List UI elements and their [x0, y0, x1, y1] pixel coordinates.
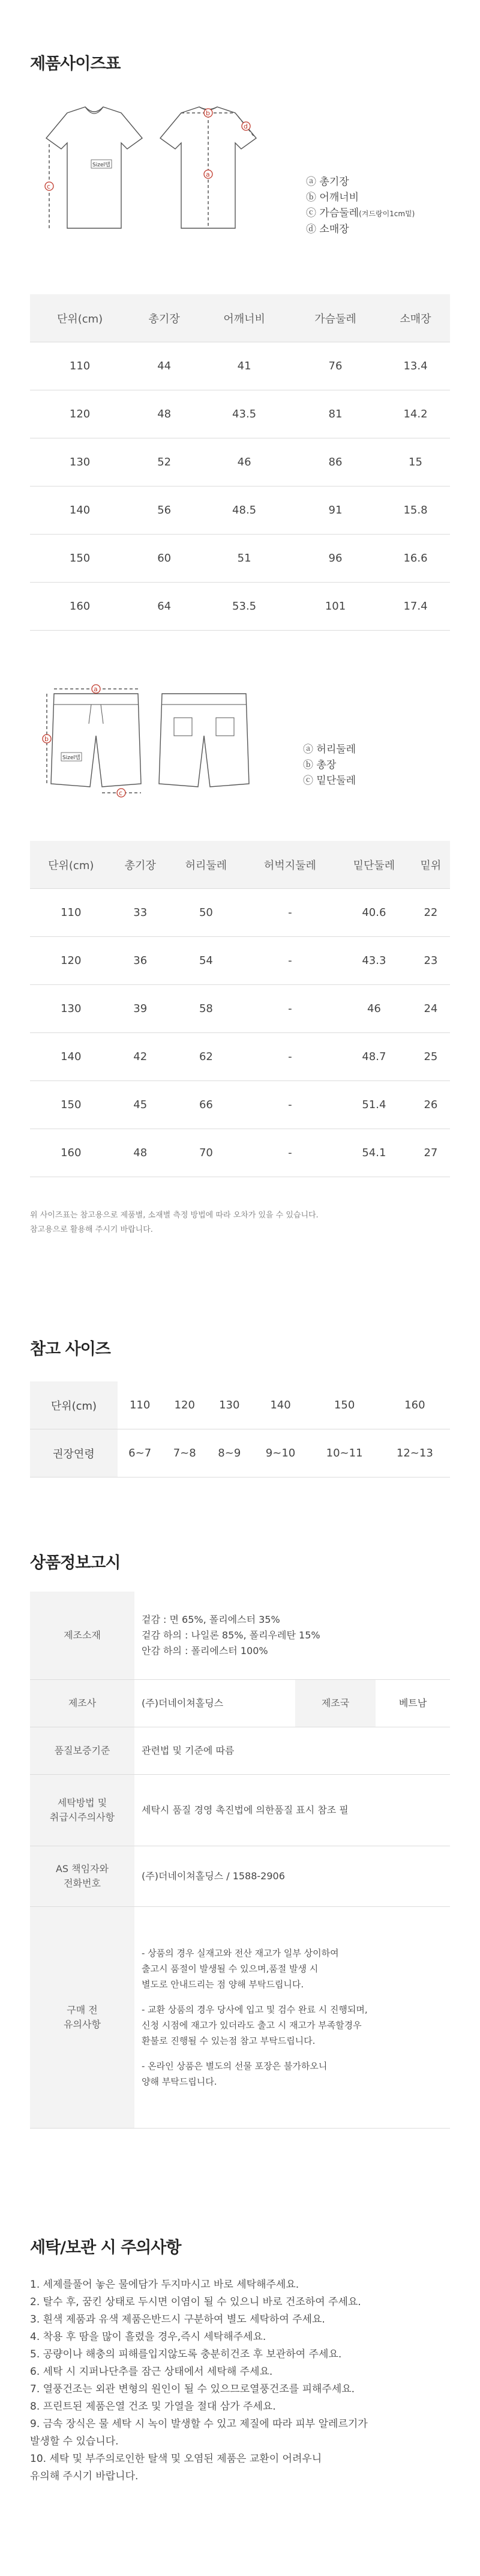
- info-value: (주)더네이쳐홀딩스 / 1588-2906: [134, 1846, 450, 1907]
- col-header: 소매장: [381, 294, 450, 342]
- col-header: 허리둘레: [169, 841, 244, 889]
- table-row: 160 48 70 - 54.1 27: [30, 1129, 450, 1177]
- info-value: (주)더네이쳐홀딩스: [134, 1680, 295, 1727]
- col-header: 160: [380, 1381, 450, 1429]
- info-label: AS 책임자와 전화번호: [30, 1846, 134, 1907]
- info-row-caution: [30, 1907, 450, 2129]
- list-item: 2. 탈수 후, 꿈킨 상태로 두시면 이염이 될 수 있으니 바로 건조하여 주세요.: [30, 2296, 361, 2308]
- reference-size-title: 참고 사이즈: [30, 1340, 110, 1359]
- tshirt-tag-text: Sizel탭: [92, 162, 110, 168]
- shorts-illustration: [42, 682, 294, 802]
- bottom-size-table: [30, 841, 450, 1177]
- table-row: 150 45 66 - 51.4 26: [30, 1081, 450, 1129]
- caution-item: - 교환 상품의 경우 당사에 입고 및 검수 완료 시 진행되며, 신청 시점에 재고가 있더라도 출고 시 재고가 부족할경우 환불로 진행될 수 있는점 참고 부탁드립니다.: [142, 2004, 368, 2046]
- table-row: 130 52 46 86 15: [30, 438, 450, 486]
- dim-mark-b: b: [44, 735, 49, 743]
- col-header: 120: [162, 1381, 207, 1429]
- table-row: 110 33 50 - 40.6 22: [30, 889, 450, 937]
- dim-mark-c: c: [119, 789, 123, 797]
- legend-item-shoulder: ⓑ 어깨너비: [306, 192, 359, 204]
- info-label: 제조사: [30, 1680, 134, 1727]
- col-header: 밑위: [412, 841, 450, 889]
- info-row-maker: [30, 1680, 450, 1727]
- col-header: 어깨너비: [199, 294, 290, 342]
- product-info-title: 상품정보고시: [30, 1554, 121, 1572]
- col-header: 110: [118, 1381, 163, 1429]
- col-header: 단위(cm): [30, 1381, 118, 1429]
- info-label: 세탁방법 및 취급시주의사항: [30, 1775, 134, 1846]
- table-header-row: [30, 294, 450, 342]
- top-size-table: [30, 294, 450, 631]
- table-row: 150 60 51 96 16.6: [30, 535, 450, 583]
- table-row: 140 42 62 - 48.7 25: [30, 1033, 450, 1081]
- legend-item-length: ⓑ 총장: [303, 759, 337, 771]
- list-item: 6. 세탁 시 지퍼나단추를 잠근 상태에서 세탁해 주세요.: [30, 2366, 273, 2378]
- info-row-wash: [30, 1775, 450, 1846]
- reference-size-table: [30, 1381, 450, 1477]
- table-row: 130 39 58 - 46 24: [30, 985, 450, 1033]
- dim-mark-a: a: [206, 171, 210, 178]
- table-row: 160 64 53.5 101 17.4: [30, 583, 450, 631]
- top-legend: [306, 174, 415, 237]
- legend-item-total-length: ⓐ 총기장: [306, 176, 349, 188]
- product-info-table: [30, 1592, 450, 2129]
- list-item: 9. 금속 장식은 물 세탁 시 녹이 발생할 수 있고 제질에 따라 피부 알레르기가 발생할 수 있습니다.: [30, 2418, 368, 2447]
- caution-item: - 온라인 상품은 별도의 선물 포장은 불가하오니 양해 부탁드립니다.: [142, 2061, 328, 2087]
- care-title: 세탁/보관 시 주의사항: [30, 2238, 181, 2257]
- table-row: 140 56 48.5 91 15.8: [30, 486, 450, 535]
- col-header: 150: [309, 1381, 379, 1429]
- table-row: 120 36 54 - 43.3 23: [30, 937, 450, 985]
- col-header: 총기장: [112, 841, 169, 889]
- shorts-tag-text: Sizel탭: [62, 755, 80, 761]
- table-header-row: [30, 841, 450, 889]
- col-header: 밑단둘레: [337, 841, 412, 889]
- info-row-quality: [30, 1727, 450, 1775]
- dim-mark-c: c: [47, 183, 51, 190]
- list-item: 8. 프린트된 제품은열 건조 및 가열을 절대 삼가 주세요.: [30, 2401, 276, 2413]
- col-header: 총기장: [130, 294, 199, 342]
- list-item: 10. 세탁 및 부주의로인한 탈색 및 오염된 제품은 교환이 어려우니 유의해 주시기 바랍니다.: [30, 2453, 322, 2482]
- dim-mark-a: a: [94, 685, 98, 693]
- col-header: 가슴둘레: [290, 294, 381, 342]
- col-header: 단위(cm): [30, 841, 112, 889]
- info-value: 겉감 : 면 65%, 폴리에스터 35% 겉감 하의 : 나일론 85%, 폴리우레탄 15% 안감 하의 : 폴리에스터 100%: [134, 1592, 450, 1680]
- info-label: 제조국: [295, 1680, 376, 1727]
- disclaimer-line: 참고용으로 활용해 주시기 바랍니다.: [30, 1225, 153, 1234]
- disclaimer-line: 위 사이즈표는 참고용으로 제품별, 소재별 측정 방법에 따라 오차가 있을 수 있습니다.: [30, 1211, 319, 1220]
- size-chart-title: 제품사이즈표: [30, 55, 121, 73]
- list-item: 5. 공량이나 해충의 피해를입지않도록 충분히건조 후 보관하여 주세요.: [30, 2348, 342, 2360]
- tshirt-illustration: [31, 102, 283, 240]
- col-header: 허벅지둘레: [244, 841, 337, 889]
- dim-mark-d: d: [244, 123, 248, 130]
- list-item: 4. 착용 후 땀을 많이 흘렸을 경우,즉시 세탁해주세요.: [30, 2331, 266, 2343]
- list-item: 1. 세제를풀어 놓은 물에담가 두지마시고 바로 세탁해주세요.: [30, 2279, 299, 2291]
- bottom-legend: [303, 742, 356, 789]
- info-value: 베트남: [376, 1680, 450, 1727]
- col-header: 단위(cm): [30, 294, 130, 342]
- table-row: 권장연령 6~7 7~8 8~9 9~10 10~11 12~13: [30, 1429, 450, 1477]
- info-label: 구매 전 유의사항: [30, 1907, 134, 2129]
- list-item: 3. 흰색 제품과 유색 제품은반드시 구분하여 별도 세탁하여 주세요.: [30, 2314, 325, 2326]
- info-label: 제조소재: [30, 1592, 134, 1680]
- col-header: 130: [207, 1381, 252, 1429]
- info-label: 품질보증기준: [30, 1727, 134, 1775]
- care-list: [30, 2276, 450, 2485]
- legend-item-chest: ⓒ 가슴둘레(겨드랑이1cm밑): [306, 207, 415, 219]
- col-header: 140: [252, 1381, 310, 1429]
- info-value: 세탁시 품질 경영 촉진법에 의한품질 표시 참조 필: [134, 1775, 450, 1846]
- dim-mark-b: b: [206, 109, 210, 117]
- list-item: 7. 열풍건조는 외관 변형의 원인이 될 수 있으므로열풍건조를 피해주세요.: [30, 2383, 355, 2395]
- legend-item-waist: ⓐ 허리둘레: [303, 744, 356, 756]
- caution-item: - 상품의 경우 실재고와 전산 재고가 일부 상이하여 출고시 품절이 발생될 수 있으며,품절 발생 시 별도로 안내드리는 점 양해 부탁드립니다.: [142, 1948, 339, 1990]
- legend-item-hem: ⓒ 밑단둘레: [303, 775, 356, 787]
- info-row-material: [30, 1592, 450, 1680]
- info-value: 관련법 및 기준에 따름: [134, 1727, 450, 1775]
- table-header-row: [30, 1381, 450, 1429]
- table-row: 110 44 41 76 13.4: [30, 342, 450, 390]
- info-row-as: [30, 1846, 450, 1907]
- legend-item-sleeve: ⓓ 소매장: [306, 223, 349, 235]
- caution-list: [134, 1907, 450, 2129]
- table-row: 120 48 43.5 81 14.2: [30, 390, 450, 438]
- size-disclaimer: [30, 1208, 319, 1237]
